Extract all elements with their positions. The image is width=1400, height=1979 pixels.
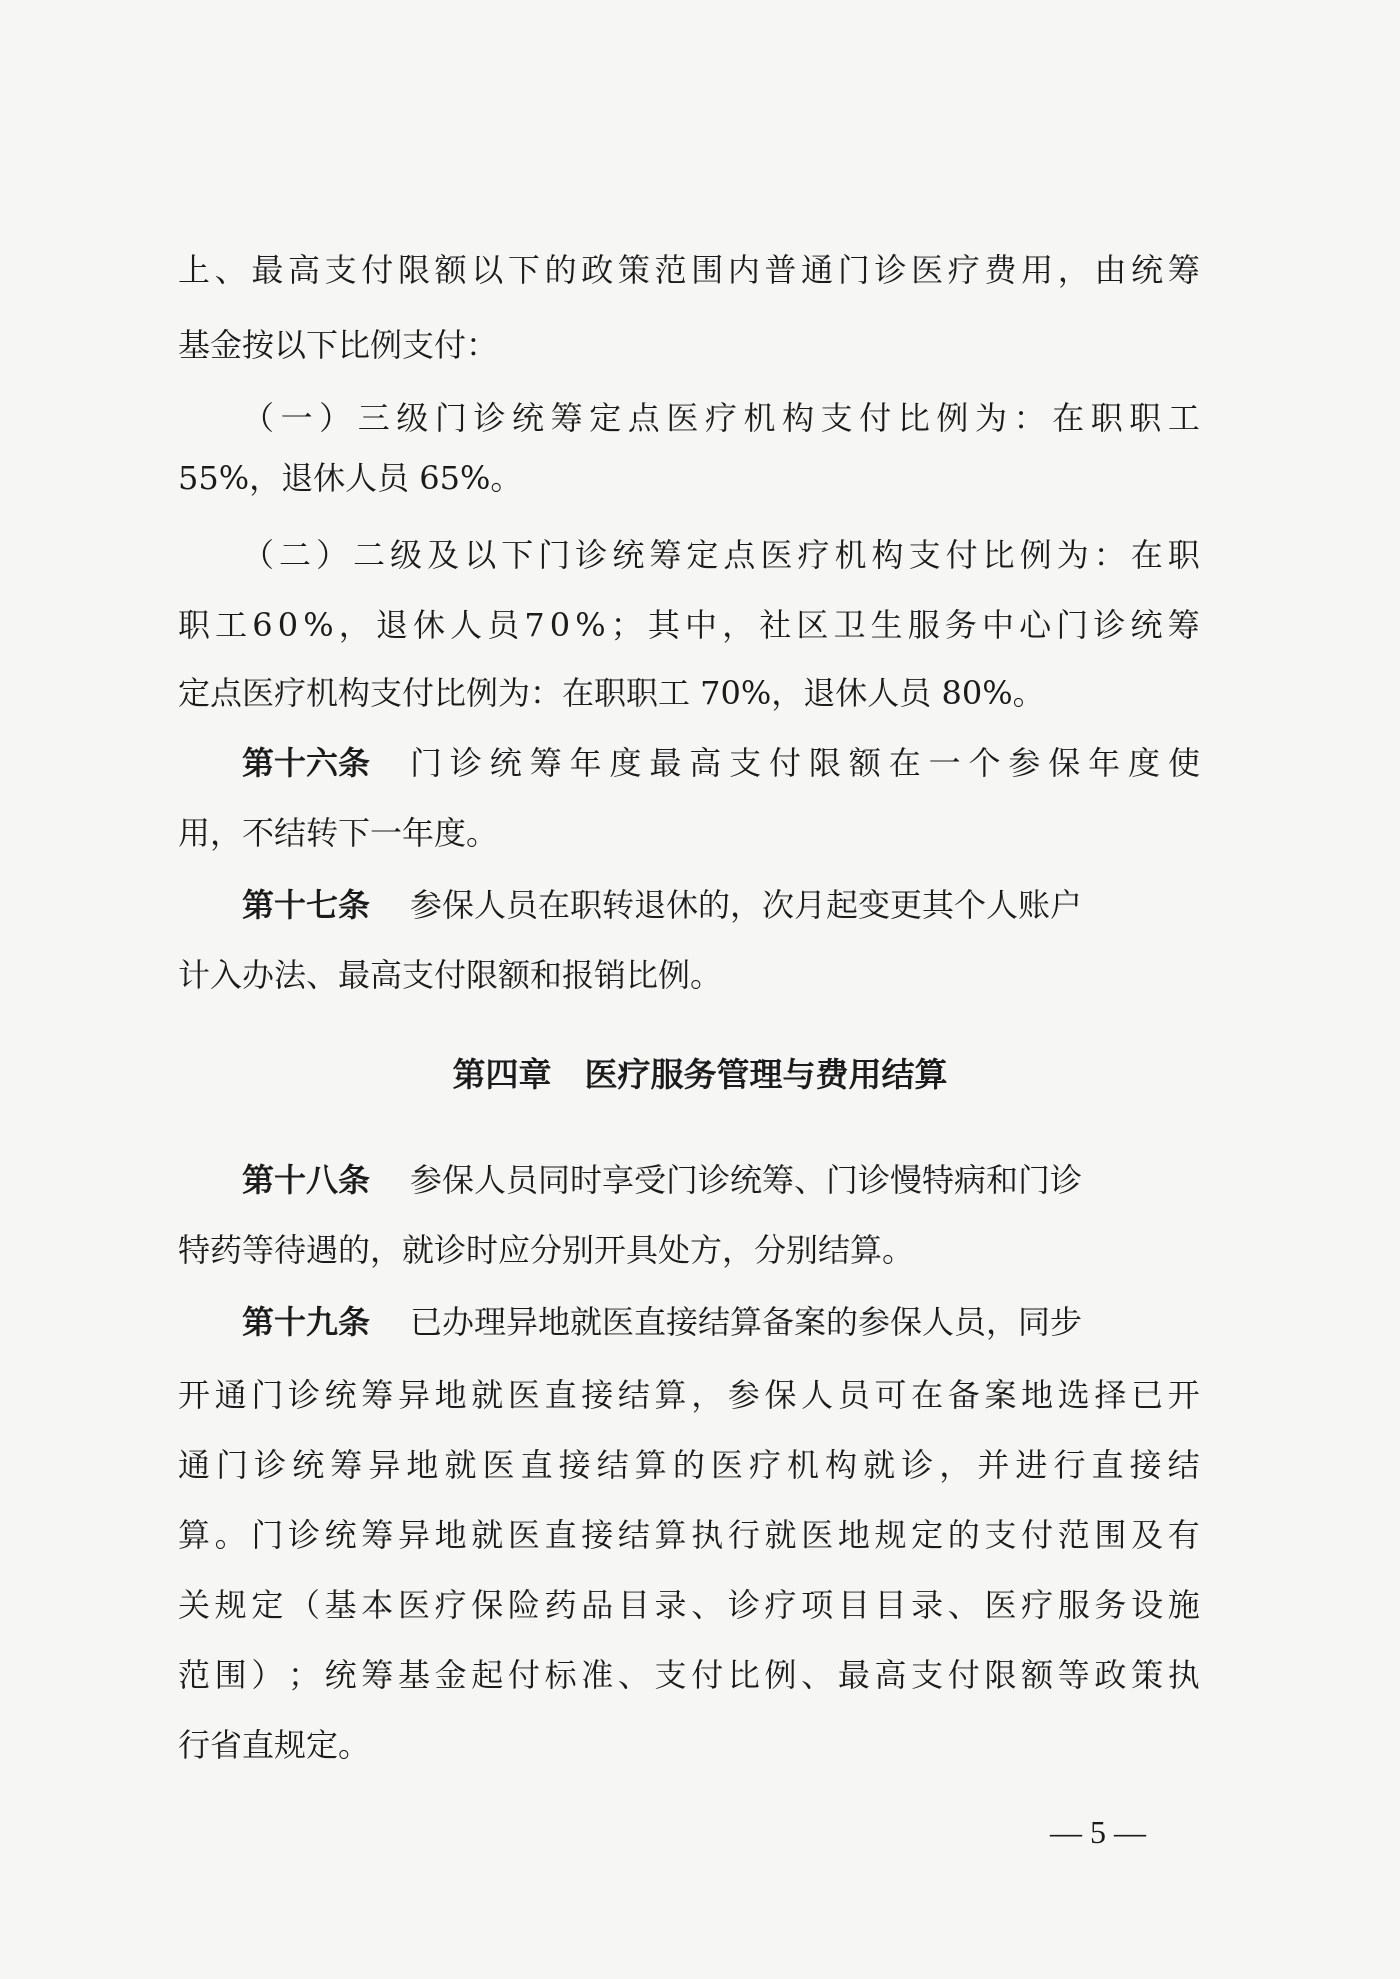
text-line: 开 通 门 诊 统 筹 异 地 就 医 直 接 结 算 ， 参 保 人 员 可 在 备 案 地 选 择 已 开 xyxy=(178,1376,1200,1414)
article-label: 第十七条 xyxy=(242,886,371,924)
text-line: 上 、 最 高 支 付 限 额 以 下 的 政 策 范 围 内 普 通 门 诊 医 疗 费 用 ， 由 统 筹 xyxy=(178,251,1200,289)
text-line: 特药等待遇的，就诊时应分别开具处方，分别结算。 xyxy=(178,1231,915,1269)
text-line: 行省直规定。 xyxy=(178,1726,371,1764)
article-label: 第十九条 xyxy=(242,1303,371,1341)
text-line: 已办理异地就医直接结算备案的参保人员，同步 xyxy=(410,1303,1083,1341)
article-16-line xyxy=(242,743,1200,783)
text-line: 基金按以下比例支付： xyxy=(178,326,499,364)
text-line: 用，不结转下一年度。 xyxy=(178,814,499,852)
text-line: 通 门 诊 统 筹 异 地 就 医 直 接 结 算 的 医 疗 机 构 就 诊 ， 并 进 行 直 接 结 xyxy=(178,1446,1200,1484)
text-line: 关 规 定 （ 基 本 医 疗 保 险 药 品 目 录 、 诊 疗 项 目 目 录 、 医 疗 服 务 设 施 xyxy=(178,1586,1200,1624)
text-line: 参保人员同时享受门诊统筹、门诊慢特病和门诊 xyxy=(410,1161,1083,1199)
text-line: 门 诊 统 筹 年 度 最 高 支 付 限 额 在 一 个 参 保 年 度 使 xyxy=(410,744,1200,782)
article-label: 第十八条 xyxy=(242,1161,371,1199)
text-line: 职 工 6 0 % ， 退 休 人 员 7 0 % ； 其 中 ， 社 区 卫 生 服 务 中 心 门 诊 统 筹 xyxy=(178,606,1200,644)
text-line: 55%，退休人员 65%。 xyxy=(178,459,523,497)
text-line: （ 二 ） 二 级 及 以 下 门 诊 统 筹 定 点 医 疗 机 构 支 付 比 例 为 ： 在 职 xyxy=(242,536,1200,574)
article-label: 第十六条 xyxy=(242,744,371,782)
page-number: — 5 — xyxy=(1050,1814,1146,1850)
article-18-line xyxy=(242,1160,1200,1200)
text-line: 定点医疗机构支付比例为：在职职工 70%，退休人员 80%。 xyxy=(178,674,1045,712)
article-19-line xyxy=(242,1302,1200,1342)
article-17-line xyxy=(242,885,1200,925)
text-line: 参保人员在职转退休的，次月起变更其个人账户 xyxy=(410,886,1083,924)
text-line: 算 。 门 诊 统 筹 异 地 就 医 直 接 结 算 执 行 就 医 地 规 定 的 支 付 范 围 及 有 xyxy=(178,1516,1200,1554)
text-line: 计入办法、最高支付限额和报销比例。 xyxy=(178,956,723,994)
chapter-heading: 第四章 医疗服务管理与费用结算 xyxy=(452,1055,948,1094)
text-line: （ 一 ） 三 级 门 诊 统 筹 定 点 医 疗 机 构 支 付 比 例 为 ： 在 职 职 工 xyxy=(242,399,1200,437)
text-line: 范 围 ） ； 统 筹 基 金 起 付 标 准 、 支 付 比 例 、 最 高 支 付 限 额 等 政 策 执 xyxy=(178,1656,1200,1694)
